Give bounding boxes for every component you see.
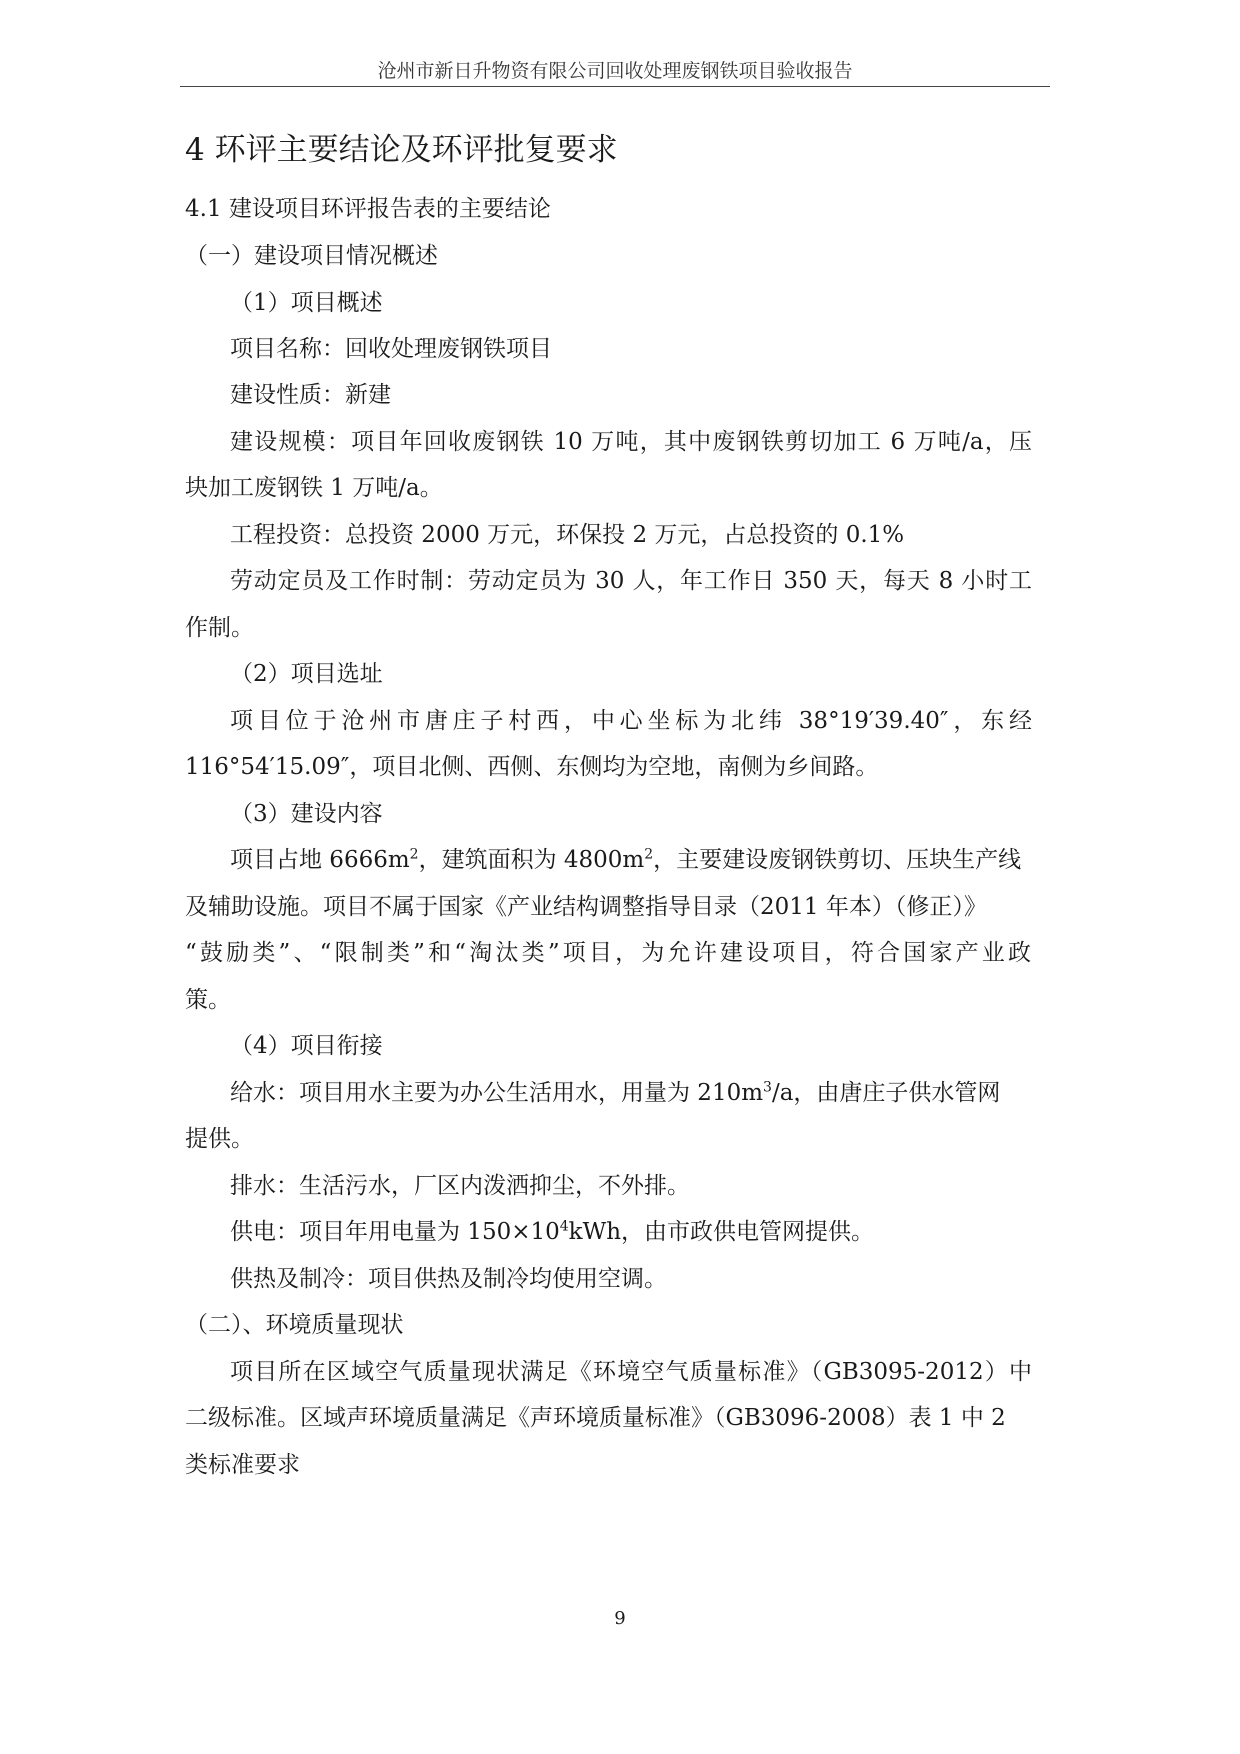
power-supply: 供电：项目年用电量为 $150\times 10^4kWh$，由市政供电管网提供。	[230, 1218, 875, 1245]
env-quality-line3: 类标准要求	[185, 1452, 300, 1478]
labor-line1: 劳动定员及工作时制：劳动定员为 30 人，年工作日 350 天，每天 8 小时工	[230, 568, 1032, 594]
page-number: 9	[614, 1608, 626, 1629]
chapter-heading: 4 环评主要结论及环评批复要求	[185, 132, 618, 168]
water-supply-line2: 提供。	[185, 1126, 254, 1152]
subsection-title-1: （一）建设项目情况概述	[185, 243, 438, 269]
project-name: 项目名称：回收处理废钢铁项目	[230, 336, 552, 362]
content-line2: 及辅助设施。项目不属于国家《产业结构调整指导目录（2011 年本）（修正）》	[185, 894, 987, 920]
project-scale-line2: 块加工废钢铁 1 万吨/a。	[185, 475, 443, 501]
location-line2: 116°54′15.09″，项目北侧、西侧、东侧均为空地，南侧为乡间路。	[185, 754, 879, 780]
content-line4: 策。	[185, 987, 231, 1013]
item-title-connection: （4）项目衔接	[230, 1033, 383, 1059]
project-scale-line1: 建设规模：项目年回收废钢铁 10 万吨，其中废钢铁剪切加工 6 万吨/a，压	[230, 429, 1032, 455]
env-quality-line2: 二级标准。区域声环境质量满足《声环境质量标准》（GB3096-2008）表 1 中 2	[185, 1405, 1006, 1431]
location-line1: 项目位于沧州市唐庄子村西，中心坐标为北纬 38°19′39.40″，东经	[230, 708, 1032, 734]
page-header-title: 沧州市新日升物资有限公司回收处理废钢铁项目验收报告	[377, 60, 853, 82]
item-title-location: （2）项目选址	[230, 661, 383, 687]
subsection-title-2: （二）、环境质量现状	[185, 1312, 404, 1338]
item-title-content: （3）建设内容	[230, 801, 383, 827]
header-divider	[180, 86, 1050, 87]
item-title-overview: （1）项目概述	[230, 290, 383, 316]
labor-line2: 作制。	[185, 615, 254, 641]
section-heading: 4.1 建设项目环评报告表的主要结论	[185, 196, 551, 222]
heating-cooling: 供热及制冷：项目供热及制冷均使用空调。	[230, 1266, 667, 1292]
water-supply-line1: 给水：项目用水主要为办公生活用水，用量为 $210m^3/a$，由唐庄子供水管网	[230, 1079, 1001, 1106]
drainage: 排水：生活污水，厂区内泼洒抑尘，不外排。	[230, 1173, 690, 1199]
content-line1: 项目占地 $6666m^2$，建筑面积为 $4800m^2$，主要建设废钢铁剪切、压块生产线	[230, 846, 1022, 873]
env-quality-line1: 项目所在区域空气质量现状满足《环境空气质量标准》（GB3095-2012）中	[230, 1359, 1032, 1385]
project-nature: 建设性质：新建	[230, 382, 391, 408]
project-investment: 工程投资：总投资 2000 万元，环保投 2 万元，占总投资的 0.1%	[230, 522, 905, 548]
content-line3: “鼓励类”、“限制类”和“淘汰类”项目，为允许建设项目，符合国家产业政	[185, 940, 1031, 966]
